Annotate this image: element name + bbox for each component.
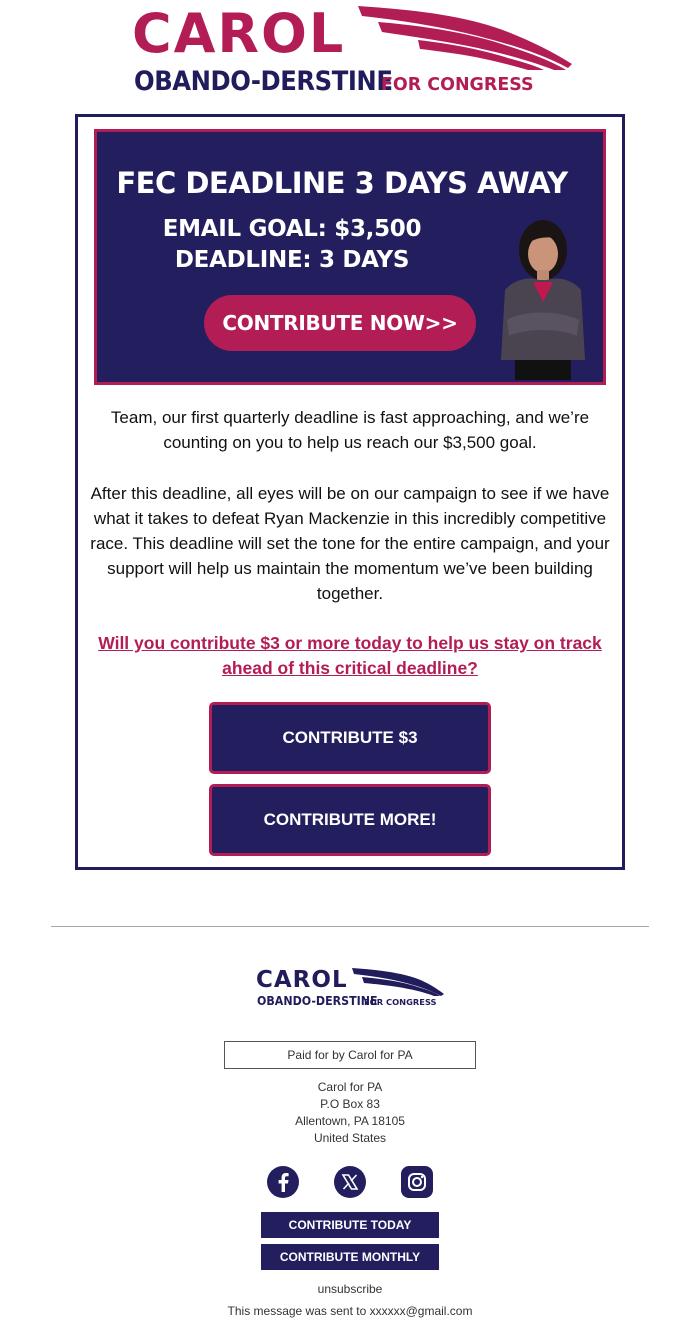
footer-divider bbox=[51, 926, 649, 927]
email-card bbox=[75, 114, 625, 870]
address-line: United States bbox=[313, 1131, 387, 1145]
sent-to-notice: This message was sent to xxxxxx@gmail.com bbox=[227, 1304, 473, 1318]
contribute-more-button[interactable]: CONTRIBUTE MORE! bbox=[209, 784, 491, 856]
contribute-3-button[interactable]: CONTRIBUTE $3 bbox=[209, 702, 491, 774]
paid-for-disclaimer: Paid for by Carol for PA bbox=[224, 1041, 476, 1069]
logo-last-name: OBANDO-DERSTINE bbox=[134, 66, 393, 97]
flag-stripes-icon bbox=[358, 6, 572, 70]
address-line: Allentown, PA 18105 bbox=[295, 1114, 405, 1128]
body-paragraph: After this deadline, all eyes will be on our campaign to see if we have what it takes to defeat Ryan Mackenzie in this incredibly competitive race. This deadline will set the tone for the entire campaign, and your support will help us maintain the momentum we’ve been building together. bbox=[90, 484, 610, 603]
address-line: Carol for PA bbox=[317, 1080, 383, 1094]
facebook-icon[interactable] bbox=[267, 1166, 299, 1198]
campaign-logo[interactable] bbox=[132, 4, 572, 100]
footer-logo-first-name: CAROL bbox=[256, 967, 348, 993]
contribute-ask-link[interactable]: Will you contribute $3 or more today to help us stay on track ahead of this critical deadline? bbox=[98, 633, 602, 678]
hero-goal: EMAIL GOAL: $3,500 bbox=[162, 216, 422, 242]
x-icon[interactable] bbox=[334, 1166, 366, 1198]
instagram-icon[interactable] bbox=[401, 1166, 433, 1198]
hero-deadline: DEADLINE: 3 DAYS bbox=[174, 247, 410, 273]
address-line: P.O Box 83 bbox=[320, 1097, 380, 1111]
footer-flag-stripes-icon bbox=[352, 968, 444, 996]
contribute-today-button[interactable]: CONTRIBUTE TODAY bbox=[261, 1212, 439, 1238]
contribute-now-button[interactable]: CONTRIBUTE NOW>> bbox=[204, 295, 476, 351]
candidate-portrait bbox=[493, 210, 589, 380]
unsubscribe-link[interactable]: unsubscribe bbox=[317, 1282, 383, 1296]
logo-tagline: FOR CONGRESS bbox=[381, 74, 534, 95]
footer-logo-last-name: OBANDO-DERSTINE bbox=[257, 994, 378, 1008]
hero-banner[interactable] bbox=[94, 129, 606, 385]
hero-title: FEC DEADLINE 3 DAYS AWAY bbox=[116, 166, 568, 200]
logo-first-name: CAROL bbox=[132, 2, 346, 65]
contribute-monthly-button[interactable]: CONTRIBUTE MONTHLY bbox=[261, 1244, 439, 1270]
intro-paragraph: Team, our first quarterly deadline is fast approaching, and we’re counting on you to help us reach our $3,500 goal. bbox=[110, 408, 590, 452]
footer-logo[interactable] bbox=[256, 966, 446, 1012]
footer-logo-tagline: FOR CONGRESS bbox=[364, 997, 437, 1007]
